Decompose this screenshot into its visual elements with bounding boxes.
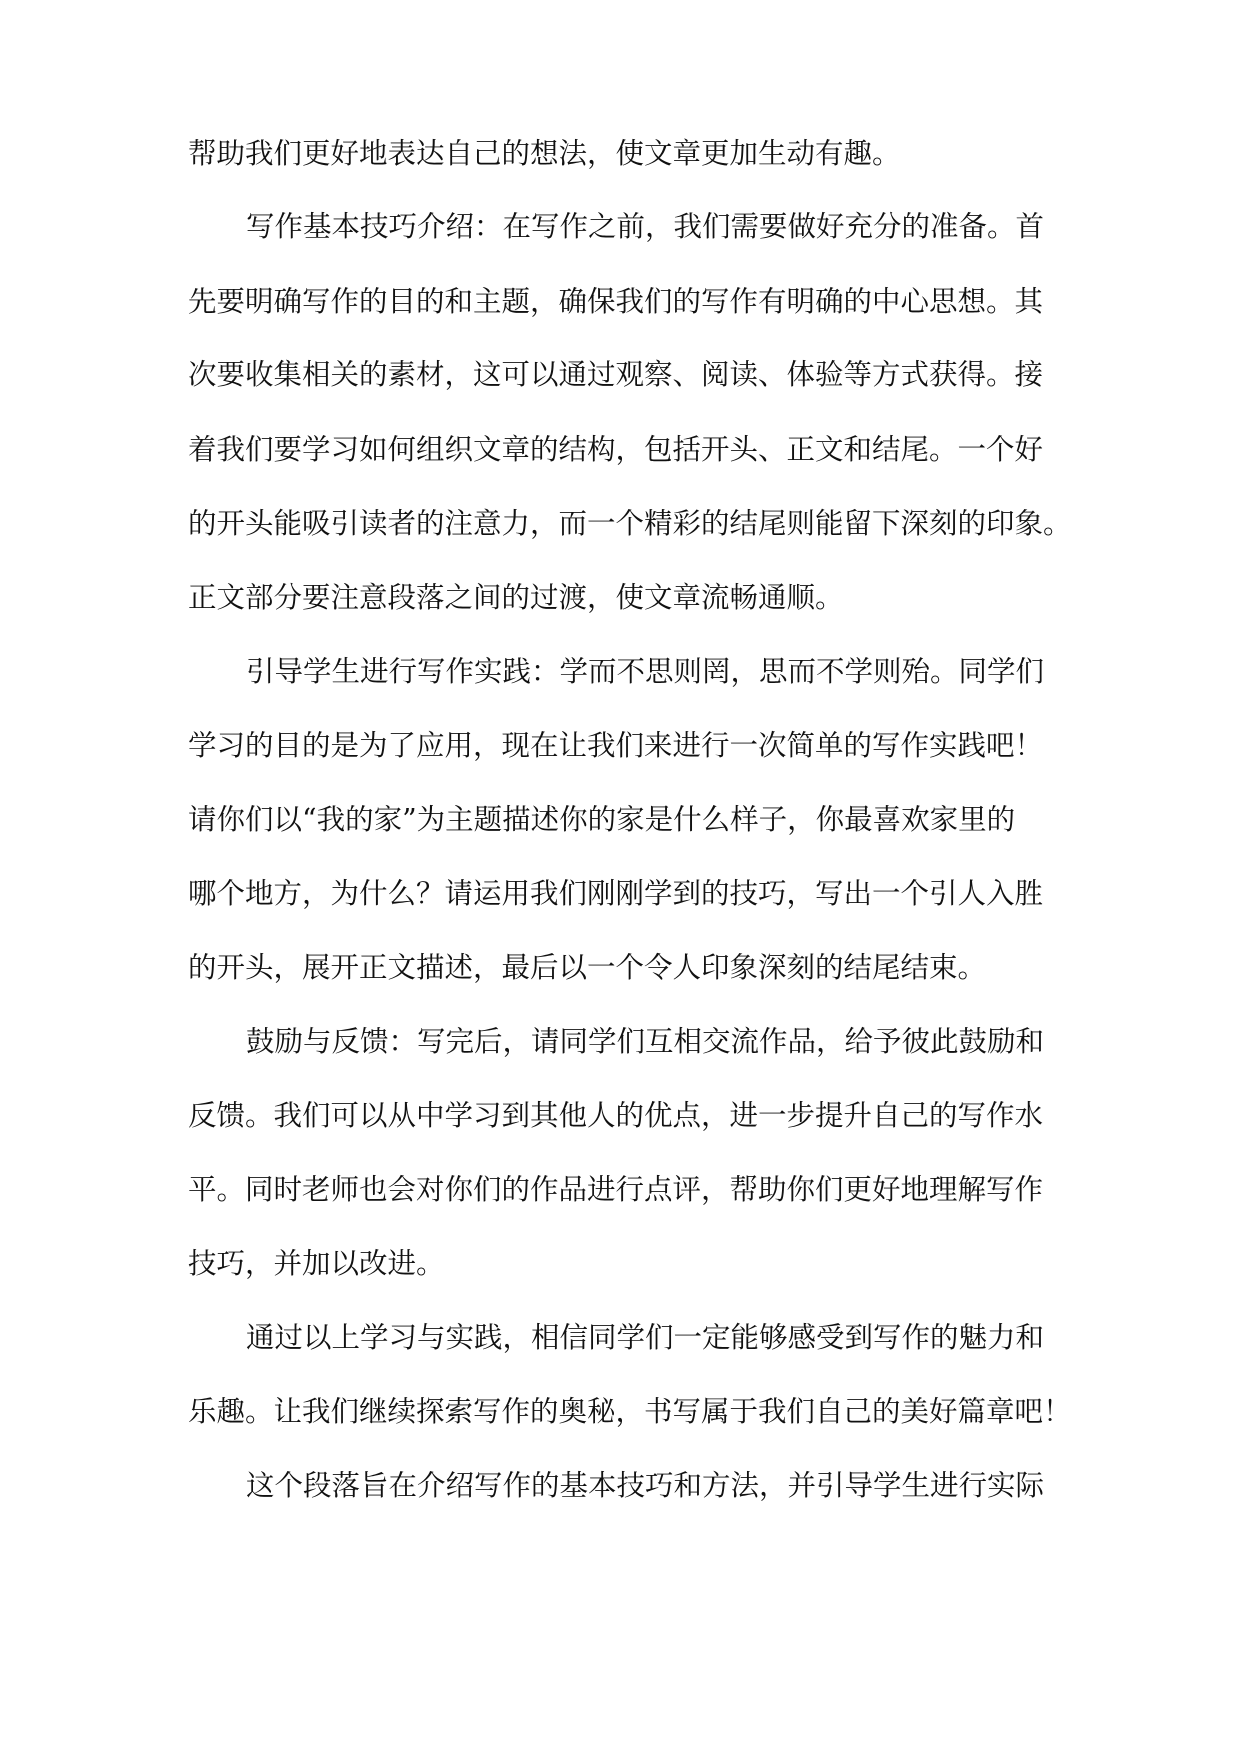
paragraph-line: 通过以上学习与实践，相信同学们一定能够感受到写作的魅力和 [246,1321,1045,1354]
text-line: 着我们要学习如何组织文章的结构，包括开头、正文和结尾。一个好 [188,433,1044,466]
text-line: 的开头能吸引读者的注意力，而一个精彩的结尾则能留下深刻的印象。 [188,507,1072,540]
paragraph-line: 鼓励与反馈：写完后，请同学们互相交流作品，给予彼此鼓励和 [246,1025,1045,1058]
text-line: 帮助我们更好地表达自己的想法，使文章更加生动有趣。 [188,137,901,170]
text-line: 正文部分要注意段落之间的过渡，使文章流畅通顺。 [188,581,844,614]
paragraph-line: 写作基本技巧介绍：在写作之前，我们需要做好充分的准备。首 [246,210,1045,243]
text-line: 的开头，展开正文描述，最后以一个令人印象深刻的结尾结束。 [188,951,987,984]
text-line: 反馈。我们可以从中学习到其他人的优点，进一步提升自己的写作水 [188,1099,1044,1132]
paragraph-line: 引导学生进行写作实践：学而不思则罔，思而不学则殆。同学们 [246,655,1045,688]
text-line: 次要收集相关的素材，这可以通过观察、阅读、体验等方式获得。接 [188,358,1044,391]
text-line: 先要明确写作的目的和主题，确保我们的写作有明确的中心思想。其 [188,285,1044,318]
text-line: 乐趣。让我们继续探索写作的奥秘，书写属于我们自己的美好篇章吧！ [188,1395,1072,1428]
text-line: 学习的目的是为了应用，现在让我们来进行一次简单的写作实践吧！ [188,729,1044,762]
text-line: 平。同时老师也会对你们的作品进行点评，帮助你们更好地理解写作 [188,1173,1044,1206]
paragraph-line: 这个段落旨在介绍写作的基本技巧和方法，并引导学生进行实际 [246,1469,1045,1502]
text-line: 哪个地方，为什么？请运用我们刚刚学到的技巧，写出一个引人入胜 [188,877,1044,910]
text-line: 请你们以“我的家”为主题描述你的家是什么样子，你最喜欢家里的 [188,803,1016,836]
text-line: 技巧，并加以改进。 [188,1247,445,1280]
